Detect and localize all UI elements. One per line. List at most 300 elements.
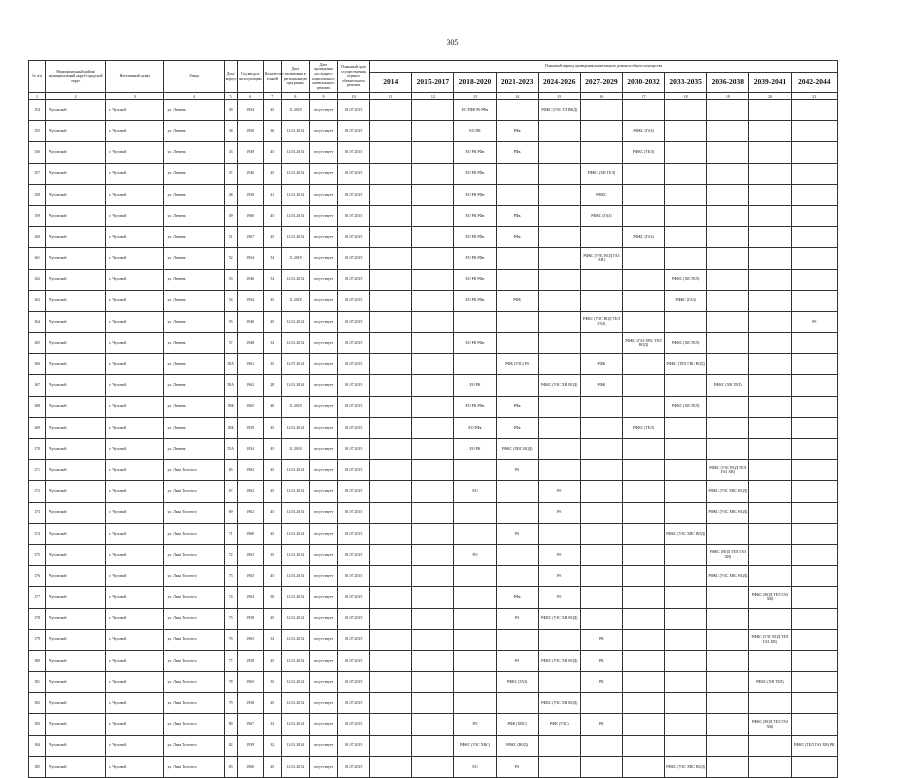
cell-period-work xyxy=(665,502,707,523)
cell-period-work: ЕС РФК Р6 РФк xyxy=(454,100,496,121)
cell-period-work xyxy=(791,756,837,777)
cell-floors: 45 xyxy=(263,439,281,460)
cell-period-work xyxy=(496,100,538,121)
cell-year-built: 1961 xyxy=(237,354,263,375)
cell-municipality: Чусовской xyxy=(46,460,106,481)
cell-period-work: РФКС (ТЕЛ ГАЗ ХВ) РК xyxy=(791,735,837,756)
header-column-number: 8 xyxy=(281,93,309,100)
cell-period-work: ЕО ПК xyxy=(454,121,496,142)
cell-municipality: Чусовской xyxy=(46,290,106,311)
cell-period-work xyxy=(749,205,791,226)
cell-period-work xyxy=(370,290,412,311)
cell-period-work xyxy=(622,163,664,184)
cell-date-inclusion: 12.01.2014 xyxy=(281,629,309,650)
cell-locality: г. Чусовой xyxy=(106,311,164,332)
cell-period-work xyxy=(707,756,749,777)
cell-period-work xyxy=(791,502,837,523)
cell-period-work xyxy=(749,269,791,290)
cell-period-work: РФКС (ТЕЛ) xyxy=(622,142,664,163)
cell-locality: г. Чусовой xyxy=(106,375,164,396)
cell-date-complex-repair: отсутствует xyxy=(309,693,337,714)
cell-year-built: 1954 xyxy=(237,439,263,460)
cell-period-work: Рб xyxy=(496,756,538,777)
cell-street: ул. Ленина xyxy=(164,375,224,396)
cell-municipality: Чусовской xyxy=(46,205,106,226)
cell-period-work xyxy=(749,290,791,311)
cell-period-work: РФКС (УЗС ВОД ТЕЛ ГАЗ ХВ) xyxy=(707,460,749,481)
cell-locality: г. Чусовой xyxy=(106,333,164,354)
cell-period-work xyxy=(370,608,412,629)
cell-period-work xyxy=(538,460,580,481)
cell-period-work xyxy=(622,756,664,777)
cell-date-complex-repair: отсутствует xyxy=(309,163,337,184)
cell-municipality: Чусовской xyxy=(46,439,106,460)
cell-municipality: Чусовской xyxy=(46,693,106,714)
cell-num: 172 xyxy=(29,481,46,502)
cell-house: 47 xyxy=(224,163,237,184)
table-row xyxy=(29,100,838,121)
cell-period-work: РФКС (ХВ ТЕЛ) xyxy=(665,333,707,354)
cell-period-work xyxy=(412,608,454,629)
cell-period-work xyxy=(580,460,622,481)
header-column-number: 15 xyxy=(538,93,580,100)
table-row xyxy=(29,502,838,523)
table-row xyxy=(29,269,838,290)
cell-house: 82 xyxy=(224,735,237,756)
cell-period-work xyxy=(665,142,707,163)
cell-house: 39 xyxy=(224,100,237,121)
cell-period-work xyxy=(454,608,496,629)
cell-period-work xyxy=(496,333,538,354)
cell-period-work xyxy=(580,523,622,544)
cell-period-work: ЕО xyxy=(454,481,496,502)
cell-period-work xyxy=(538,672,580,693)
cell-locality: г. Чусовой xyxy=(106,587,164,608)
cell-period-work xyxy=(622,735,664,756)
cell-date-complex-repair: отсутствует xyxy=(309,481,337,502)
header-street: Улица xyxy=(164,61,224,93)
header-column-number: 12 xyxy=(412,93,454,100)
cell-num: 182 xyxy=(29,693,46,714)
cell-num: 174 xyxy=(29,523,46,544)
header-column-number: 13 xyxy=(454,93,496,100)
header-year: 2042-2044 xyxy=(791,73,837,93)
cell-street: ул. Ленина xyxy=(164,184,224,205)
cell-period-work: Рб xyxy=(496,460,538,481)
cell-date-inclusion: 12.01.2014 xyxy=(281,693,309,714)
table-row xyxy=(29,227,838,248)
cell-period-work xyxy=(412,311,454,332)
cell-date-inclusion: 12.01.2014 xyxy=(281,587,309,608)
cell-period-work xyxy=(749,756,791,777)
cell-planned-date: 01.07.2015 xyxy=(338,735,370,756)
cell-num: 167 xyxy=(29,375,46,396)
cell-period-work: РФКС (УЗС ХВС) xyxy=(454,735,496,756)
cell-num: 161 xyxy=(29,248,46,269)
table-row xyxy=(29,311,838,332)
cell-house: 49 xyxy=(224,205,237,226)
cell-period-work xyxy=(791,693,837,714)
cell-period-work xyxy=(707,714,749,735)
cell-planned-date: 01.07.2015 xyxy=(338,756,370,777)
cell-period-work: РФКС (ХВ ТЕЛ) xyxy=(665,396,707,417)
cell-period-work xyxy=(622,184,664,205)
header-house: Дом/корпус xyxy=(224,61,237,93)
cell-period-work xyxy=(370,227,412,248)
cell-period-work xyxy=(791,163,837,184)
cell-period-work xyxy=(580,735,622,756)
cell-locality: г. Чусовой xyxy=(106,184,164,205)
cell-period-work xyxy=(496,248,538,269)
header-year: 2014 xyxy=(370,73,412,93)
cell-period-work xyxy=(791,629,837,650)
cell-period-work xyxy=(665,460,707,481)
cell-period-work: РФк xyxy=(496,205,538,226)
cell-period-work xyxy=(665,481,707,502)
cell-period-work xyxy=(370,693,412,714)
cell-period-work xyxy=(496,163,538,184)
cell-period-work xyxy=(370,417,412,438)
cell-period-work xyxy=(538,205,580,226)
capital-repair-schedule-table xyxy=(28,60,838,778)
cell-period-work xyxy=(791,650,837,671)
cell-num: 163 xyxy=(29,290,46,311)
cell-floors: 45 xyxy=(263,502,281,523)
cell-locality: г. Чусовой xyxy=(106,248,164,269)
cell-period-work xyxy=(622,205,664,226)
cell-locality: г. Чусовой xyxy=(106,290,164,311)
cell-house: 73 xyxy=(224,566,237,587)
cell-period-work xyxy=(370,587,412,608)
cell-municipality: Чусовской xyxy=(46,735,106,756)
cell-year-built: 1965 xyxy=(237,396,263,417)
cell-date-complex-repair: отсутствует xyxy=(309,100,337,121)
cell-period-work xyxy=(749,100,791,121)
cell-house: 58Б xyxy=(224,417,237,438)
cell-period-work xyxy=(412,672,454,693)
cell-period-work xyxy=(370,205,412,226)
cell-period-work: РФКС (ВОД ТЕЛ ГАЗ ХВ) xyxy=(749,587,791,608)
cell-year-built: 1965 xyxy=(237,672,263,693)
cell-date-complex-repair: отсутствует xyxy=(309,184,337,205)
header-date-complex-repair: Дата проведения последнего комплексного капитального ремонта xyxy=(309,61,337,93)
cell-period-work xyxy=(749,184,791,205)
header-column-number: 9 xyxy=(309,93,337,100)
cell-date-inclusion: 12.01.2014 xyxy=(281,333,309,354)
cell-period-work xyxy=(580,544,622,565)
cell-period-work xyxy=(665,587,707,608)
header-planned-date: Плановый срок осуществления первого обязательного ремонта xyxy=(338,61,370,93)
cell-date-inclusion: 12.01.2014 xyxy=(281,523,309,544)
cell-street: ул. Льва Толстого xyxy=(164,693,224,714)
header-year: 2018-2020 xyxy=(454,73,496,93)
cell-period-work xyxy=(454,502,496,523)
cell-year-built: 1962 xyxy=(237,481,263,502)
cell-num: 154 xyxy=(29,100,46,121)
cell-period-work xyxy=(580,100,622,121)
cell-period-work: РФКС (ВОД ТЕЛ ГАЗ ХВ) xyxy=(749,714,791,735)
cell-period-work xyxy=(791,121,837,142)
header-year: 2021-2023 xyxy=(496,73,538,93)
cell-house: 77 xyxy=(224,650,237,671)
cell-date-complex-repair: отсутствует xyxy=(309,756,337,777)
cell-period-work: ЕО РК РФк xyxy=(454,163,496,184)
cell-num: 175 xyxy=(29,544,46,565)
table-row xyxy=(29,163,838,184)
cell-period-work xyxy=(791,481,837,502)
cell-period-work xyxy=(370,523,412,544)
cell-house: 54 xyxy=(224,290,237,311)
cell-planned-date: 01.07.2015 xyxy=(338,290,370,311)
cell-planned-date: 01.07.2015 xyxy=(338,227,370,248)
cell-house: 65 xyxy=(224,460,237,481)
cell-street: ул. Ленина xyxy=(164,227,224,248)
cell-planned-date: 01.07.2015 xyxy=(338,354,370,375)
cell-year-built: 1954 xyxy=(237,100,263,121)
cell-period-work xyxy=(580,756,622,777)
cell-floors: 54 xyxy=(263,248,281,269)
cell-period-work xyxy=(412,227,454,248)
cell-year-built: 1960 xyxy=(237,756,263,777)
cell-period-work xyxy=(370,375,412,396)
cell-period-work xyxy=(791,269,837,290)
cell-period-work xyxy=(791,566,837,587)
cell-period-work xyxy=(412,544,454,565)
cell-period-work xyxy=(791,396,837,417)
cell-date-inclusion: 12.01.2014 xyxy=(281,375,309,396)
cell-period-work xyxy=(665,629,707,650)
cell-period-work: РФКС (УЗС ВОД ТЕЛ ГАЗ) xyxy=(580,311,622,332)
header-year: 2039-2041 xyxy=(749,73,791,93)
cell-date-inclusion: 12.01.2014 xyxy=(281,269,309,290)
cell-period-work xyxy=(538,227,580,248)
cell-date-inclusion: 12.01.2014 xyxy=(281,650,309,671)
cell-period-work xyxy=(622,523,664,544)
cell-date-complex-repair: отсутствует xyxy=(309,396,337,417)
cell-date-complex-repair: отсутствует xyxy=(309,566,337,587)
cell-period-work: РФКС (ХВ ТЕЛ) xyxy=(707,375,749,396)
cell-period-work xyxy=(749,439,791,460)
cell-locality: г. Чусовой xyxy=(106,735,164,756)
cell-year-built: 1954 xyxy=(237,290,263,311)
cell-year-built: 1962 xyxy=(237,502,263,523)
cell-period-work xyxy=(454,629,496,650)
cell-period-work xyxy=(749,375,791,396)
cell-period-work xyxy=(370,714,412,735)
header-year: 2027-2029 xyxy=(580,73,622,93)
cell-street: ул. Ленина xyxy=(164,417,224,438)
cell-period-work xyxy=(707,608,749,629)
cell-house: 55А xyxy=(224,439,237,460)
cell-municipality: Чусовской xyxy=(46,650,106,671)
table-row xyxy=(29,354,838,375)
cell-period-work xyxy=(454,311,496,332)
cell-period-work xyxy=(791,714,837,735)
cell-locality: г. Чусовой xyxy=(106,205,164,226)
table-row xyxy=(29,184,838,205)
cell-floors: 45 xyxy=(263,460,281,481)
cell-date-inclusion: 12.01.2014 xyxy=(281,735,309,756)
cell-period-work xyxy=(749,354,791,375)
cell-period-work xyxy=(412,205,454,226)
cell-period-work: РФКС (ГАЗ) xyxy=(622,227,664,248)
cell-locality: г. Чусовой xyxy=(106,439,164,460)
cell-period-work xyxy=(496,481,538,502)
cell-street: ул. Ленина xyxy=(164,142,224,163)
cell-period-work xyxy=(665,248,707,269)
cell-year-built: 1959 xyxy=(237,735,263,756)
cell-period-work xyxy=(580,290,622,311)
cell-num: 185 xyxy=(29,756,46,777)
cell-municipality: Чусовской xyxy=(46,608,106,629)
cell-planned-date: 01.07.2015 xyxy=(338,693,370,714)
table-row xyxy=(29,756,838,777)
cell-floors: 35 xyxy=(263,354,281,375)
cell-period-work xyxy=(538,756,580,777)
cell-year-built: 1946 xyxy=(237,163,263,184)
cell-period-work xyxy=(665,735,707,756)
cell-date-complex-repair: отсутствует xyxy=(309,121,337,142)
cell-period-work: РФКС (ХВ ТЕЛ) xyxy=(749,672,791,693)
cell-num: 169 xyxy=(29,417,46,438)
table-row xyxy=(29,544,838,565)
cell-floors: 32 xyxy=(263,714,281,735)
header-column-number: 2 xyxy=(46,93,106,100)
cell-period-work: Рб xyxy=(538,481,580,502)
header-column-number: 6 xyxy=(237,93,263,100)
cell-period-work: Рб xyxy=(538,502,580,523)
table-row xyxy=(29,121,838,142)
cell-floors: 41 xyxy=(263,184,281,205)
cell-period-work xyxy=(791,333,837,354)
cell-period-work xyxy=(707,693,749,714)
cell-period-work xyxy=(454,566,496,587)
header-column-number: 19 xyxy=(707,93,749,100)
cell-period-work xyxy=(412,269,454,290)
cell-period-work xyxy=(412,714,454,735)
cell-period-work xyxy=(496,311,538,332)
cell-year-built: 1959 xyxy=(237,417,263,438)
cell-period-work xyxy=(412,587,454,608)
cell-year-built: 1967 xyxy=(237,714,263,735)
cell-period-work: РК xyxy=(580,672,622,693)
cell-num: 166 xyxy=(29,354,46,375)
cell-date-inclusion: 12.01.2014 xyxy=(281,756,309,777)
cell-period-work xyxy=(665,544,707,565)
cell-date-inclusion: 11.2018 xyxy=(281,100,309,121)
table-row xyxy=(29,439,838,460)
cell-municipality: Чусовской xyxy=(46,269,106,290)
cell-municipality: Чусовской xyxy=(46,502,106,523)
cell-year-built: 1954 xyxy=(237,248,263,269)
cell-year-built: 1958 xyxy=(237,693,263,714)
cell-period-work xyxy=(749,248,791,269)
cell-municipality: Чусовской xyxy=(46,417,106,438)
cell-municipality: Чусовской xyxy=(46,354,106,375)
cell-municipality: Чусовской xyxy=(46,481,106,502)
cell-planned-date: 01.07.2015 xyxy=(338,714,370,735)
cell-street: ул. Льва Толстого xyxy=(164,756,224,777)
header-locality: Населенный пункт xyxy=(106,61,164,93)
cell-date-complex-repair: отсутствует xyxy=(309,629,337,650)
cell-period-work: РФКС (ХВ ТЕЛ) xyxy=(580,163,622,184)
cell-planned-date: 01.07.2015 xyxy=(338,100,370,121)
cell-period-work xyxy=(791,354,837,375)
cell-street: ул. Ленина xyxy=(164,121,224,142)
cell-street: ул. Льва Толстого xyxy=(164,460,224,481)
header-column-number: 11 xyxy=(370,93,412,100)
cell-period-work xyxy=(412,375,454,396)
cell-date-complex-repair: отсутствует xyxy=(309,544,337,565)
cell-period-work xyxy=(707,142,749,163)
cell-planned-date: 01.07.2015 xyxy=(338,523,370,544)
cell-house: 74 xyxy=(224,587,237,608)
header-column-number: 3 xyxy=(106,93,164,100)
cell-period-work xyxy=(454,523,496,544)
cell-floors: 45 xyxy=(263,100,281,121)
cell-period-work: Рб xyxy=(538,566,580,587)
cell-period-work: Рб xyxy=(496,608,538,629)
cell-period-work: РФКС (ХВС ВОД) xyxy=(496,439,538,460)
header-column-number: 14 xyxy=(496,93,538,100)
cell-num: 178 xyxy=(29,608,46,629)
cell-period-work xyxy=(665,100,707,121)
cell-period-work xyxy=(749,544,791,565)
table-row xyxy=(29,142,838,163)
cell-period-work: РФКС (ГАЗ) xyxy=(580,205,622,226)
cell-period-work xyxy=(538,248,580,269)
cell-period-work xyxy=(665,205,707,226)
cell-num: 160 xyxy=(29,227,46,248)
cell-period-work xyxy=(370,566,412,587)
cell-period-work: РО xyxy=(454,714,496,735)
cell-period-work xyxy=(370,629,412,650)
cell-planned-date: 01.07.2015 xyxy=(338,205,370,226)
cell-period-work xyxy=(707,205,749,226)
page-number: 305 xyxy=(446,38,459,47)
cell-period-work xyxy=(496,693,538,714)
cell-period-work xyxy=(707,523,749,544)
cell-planned-date: 01.07.2015 xyxy=(338,333,370,354)
cell-period-work xyxy=(580,608,622,629)
cell-period-work xyxy=(538,439,580,460)
header-floors: Количество этажей xyxy=(263,61,281,93)
header-column-number: 7 xyxy=(263,93,281,100)
table-row xyxy=(29,290,838,311)
cell-period-work xyxy=(749,523,791,544)
cell-period-work xyxy=(622,311,664,332)
header-column-number: 16 xyxy=(580,93,622,100)
cell-planned-date: 01.07.2015 xyxy=(338,460,370,481)
cell-municipality: Чусовской xyxy=(46,629,106,650)
header-column-number: 20 xyxy=(749,93,791,100)
cell-floors: 36 xyxy=(263,121,281,142)
cell-num: 181 xyxy=(29,672,46,693)
cell-period-work xyxy=(622,502,664,523)
cell-period-work xyxy=(749,227,791,248)
cell-municipality: Чусовской xyxy=(46,544,106,565)
cell-date-complex-repair: отсутствует xyxy=(309,290,337,311)
cell-locality: г. Чусовой xyxy=(106,566,164,587)
cell-num: 170 xyxy=(29,439,46,460)
table-row xyxy=(29,481,838,502)
cell-period-work xyxy=(707,248,749,269)
cell-house: 78 xyxy=(224,672,237,693)
cell-date-inclusion: 12.01.2014 xyxy=(281,417,309,438)
cell-locality: г. Чусовой xyxy=(106,608,164,629)
cell-planned-date: 01.07.2015 xyxy=(338,587,370,608)
table-row xyxy=(29,333,838,354)
